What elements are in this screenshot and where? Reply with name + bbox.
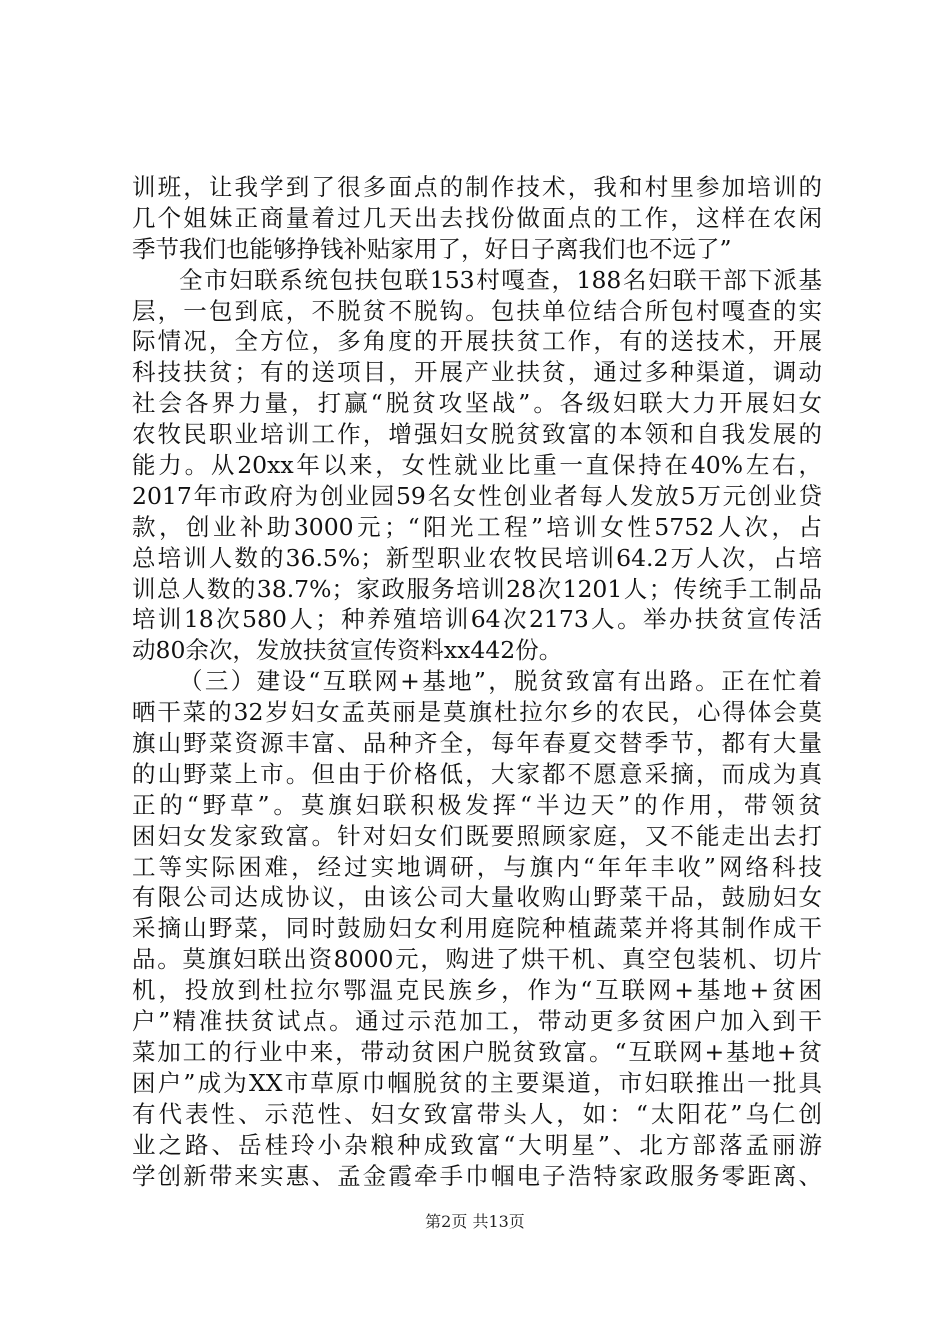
- text-line: 季节我们也能够挣钱补贴家用了，好日子离我们也不远了”: [132, 234, 732, 263]
- text-line: 能力。从20xx年以来，女性就业比重一直保持在40%左右，: [132, 451, 822, 480]
- text-line: 款，创业补助3000元；“阳光工程”培训女性5752人次，占: [132, 512, 822, 541]
- text-line: 正的“野草”。莫旗妇联积极发挥“半边天”的作用，带领贫: [132, 790, 822, 819]
- text-line: 工等实际困难，经过实地调研，与旗内“年年丰收”网络科技: [132, 852, 822, 881]
- text-line: 菜加工的行业中来，带动贫困户脱贫致富。“互联网+基地+贫: [132, 1037, 822, 1066]
- text-line: 学创新带来实惠、孟金霞牵手巾帼电子浩特家政服务零距离、: [132, 1161, 822, 1190]
- text-line: 全市妇联系统包扶包联153村嘎查，188名妇联干部下派基: [179, 265, 822, 294]
- text-line: 社会各界力量，打赢“脱贫攻坚战”。各级妇联大力开展妇女: [132, 389, 822, 418]
- page-number-label: 第2页 共13页: [425, 1212, 525, 1231]
- text-line: 农牧民职业培训工作，增强妇女脱贫致富的本领和自我发展的: [132, 420, 822, 449]
- text-line: 有代表性、示范性、妇女致富带头人，如：“太阳花”乌仁创: [132, 1099, 822, 1128]
- text-line: 晒干菜的32岁妇女孟英丽是莫旗杜拉尔乡的农民，心得体会莫: [132, 698, 822, 727]
- text-line: （三）建设“互联网+基地”，脱贫致富有出路。正在忙着: [179, 667, 822, 696]
- text-line: 2017年市政府为创业园59名女性创业者每人发放5万元创业贷: [132, 481, 822, 510]
- text-line: 动80余次，发放扶贫宣传资料xx442份。: [132, 636, 563, 665]
- text-line: 培训18次580人；种养殖培训64次2173人。举办扶贫宣传活: [132, 605, 822, 634]
- text-line: 户”精准扶贫试点。通过示范加工，带动更多贫困户加入到干: [132, 1007, 822, 1036]
- text-line: 总培训人数的36.5%；新型职业农牧民培训64.2万人次，占培: [132, 543, 822, 572]
- text-line: 机，投放到杜拉尔鄂温克民族乡，作为“互联网+基地+贫困: [132, 976, 822, 1005]
- text-line: 训总人数的38.7%；家政服务培训28次1201人；传统手工制品: [132, 574, 822, 603]
- text-line: 训班，让我学到了很多面点的制作技术，我和村里参加培训的: [132, 173, 822, 201]
- text-line: 几个姐妹正商量着过几天出去找份做面点的工作，这样在农闲: [132, 203, 822, 232]
- text-line: 的山野菜上市。但由于价格低，大家都不愿意采摘，而成为真: [132, 759, 822, 788]
- text-line: 品。莫旗妇联出资8000元，购进了烘干机、真空包装机、切片: [132, 945, 822, 974]
- document-body: [132, 172, 822, 1191]
- text-line: 采摘山野菜，同时鼓励妇女利用庭院种植蔬菜并将其制作成干: [132, 914, 822, 943]
- text-line: 科技扶贫；有的送项目，开展产业扶贫，通过多种渠道，调动: [132, 358, 822, 387]
- paragraph-1: [132, 172, 822, 265]
- text-line: 际情况，全方位，多角度的开展扶贫工作，有的送技术，开展: [132, 327, 822, 356]
- text-line: 有限公司达成协议，由该公司大量收购山野菜干品，鼓励妇女: [132, 883, 822, 912]
- text-line: 困户”成为XX市草原巾帼脱贫的主要渠道，市妇联推出一批具: [132, 1068, 822, 1097]
- text-line: 业之路、岳桂玲小杂粮种成致富“大明星”、北方部落孟丽游: [132, 1130, 822, 1159]
- paragraph-3: [132, 666, 822, 1191]
- paragraph-2: [132, 265, 822, 667]
- text-line: 困妇女发家致富。针对妇女们既要照顾家庭，又不能走出去打: [132, 821, 822, 850]
- text-line: 旗山野菜资源丰富、品种齐全，每年春夏交替季节，都有大量: [132, 729, 822, 758]
- text-line: 层，一包到底，不脱贫不脱钩。包扶单位结合所包村嘎查的实: [132, 296, 822, 325]
- page-footer: [0, 1212, 950, 1232]
